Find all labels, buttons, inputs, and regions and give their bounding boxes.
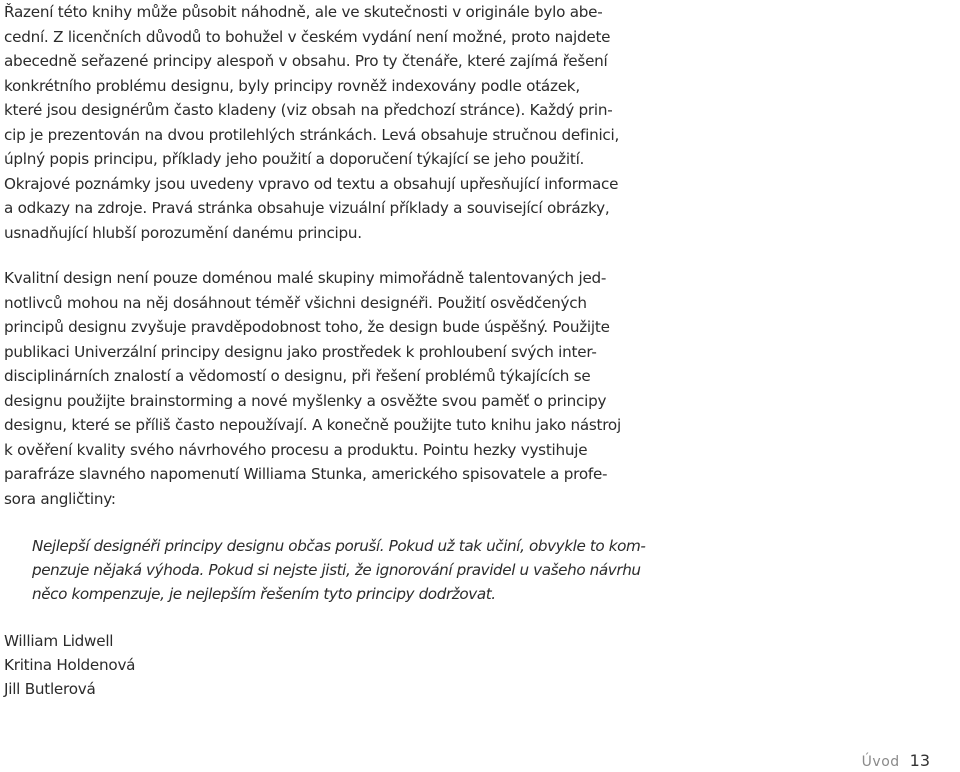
text-line: Kvalitní design není pouze doménou malé skupiny mimořádně talentovaných jed-	[4, 269, 607, 287]
text-line: cední. Z licenčních důvodů to bohužel v českém vydání není možné, proto najdete	[4, 27, 611, 46]
quote-line: Nejlepší designéři principy designu občas poruší. Pokud už tak učiní, obvykle to kom-	[32, 537, 646, 555]
intro-paragraph-1	[4, 0, 619, 245]
quote-line: něco kompenzuje, je nejlepším řešením tyto principy dodržovat.	[32, 585, 496, 603]
text-line: disciplinárních znalostí a vědomostí o designu, při řešení problémů týkajících se	[4, 367, 591, 385]
text-line: usnadňující hlubší porozumění danému principu.	[4, 223, 362, 242]
text-line: Řazení této knihy může působit náhodně, ale ve skutečnosti v originále bylo abe-	[4, 3, 603, 21]
text-line: konkrétního problému designu, byly principy rovněž indexovány podle otázek,	[4, 76, 580, 95]
author-name: Jill Butlerová	[4, 680, 96, 698]
text-line: cip je prezentován na dvou protilehlých stránkách. Levá obsahuje stručnou definici,	[4, 125, 620, 144]
text-line: parafráze slavného napomenutí Williama Stunka, amerického spisovatele a profe-	[4, 465, 608, 483]
block-quote	[32, 534, 646, 606]
text-line: notlivců mohou na něj dosáhnout téměř všichni designéři. Použití osvědčených	[4, 293, 587, 312]
text-line: principů designu zvyšuje pravděpodobnost toho, že design bude úspěšný. Použijte	[4, 318, 610, 336]
page-footer	[862, 751, 930, 770]
author-name: Kritina Holdenová	[4, 656, 136, 674]
text-line: designu, které se příliš často nepoužívají. A konečně použijte tuto knihu jako nástroj	[4, 416, 621, 434]
author-list	[4, 629, 135, 701]
text-line: k ověření kvality svého návrhového procesu a produktu. Pointu hezky vystihuje	[4, 440, 588, 459]
text-line: úplný popis principu, příklady jeho použití a doporučení týkající se jeho použití.	[4, 150, 585, 168]
text-line: abecedně seřazené principy alespoň v obsahu. Pro ty čtenáře, které zajímá řešení	[4, 52, 608, 70]
text-line: sora angličtiny:	[4, 489, 116, 508]
text-line: a odkazy na zdroje. Pravá stránka obsahuje vizuální příklady a související obrázky,	[4, 199, 610, 217]
text-line: publikaci Univerzální principy designu jako prostředek k prohloubení svých inter-	[4, 342, 597, 361]
quote-line: penzuje nějaká výhoda. Pokud si nejste jisti, že ignorování pravidel u vašeho návrhu	[32, 561, 641, 579]
text-line: které jsou designérům často kladeny (viz obsah na předchozí stránce). Každý prin-	[4, 101, 613, 119]
text-line: designu použijte brainstorming a nové myšlenky a osvěžte svou paměť o principy	[4, 391, 607, 410]
author-name: William Lidwell	[4, 632, 114, 650]
intro-paragraph-2	[4, 266, 621, 511]
section-label: Úvod	[861, 754, 900, 770]
text-line: Okrajové poznámky jsou uvedeny vpravo od textu a obsahují upřesňující informace	[4, 174, 619, 193]
page-number: 13	[909, 751, 930, 770]
